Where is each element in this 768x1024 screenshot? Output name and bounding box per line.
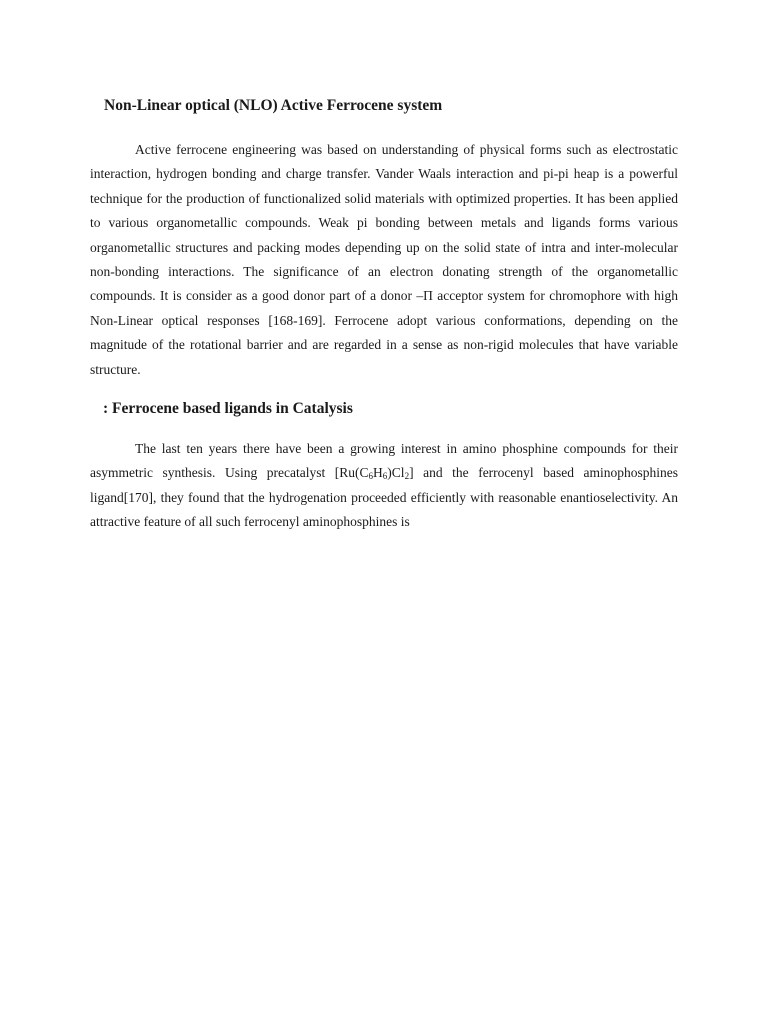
section-heading-catalysis: : Ferrocene based ligands in Catalysis	[103, 400, 353, 417]
formula-suffix: ]	[409, 465, 414, 481]
formula-chlorine: )Cl	[387, 465, 405, 481]
section-paragraph-catalysis	[90, 437, 678, 535]
section-heading-nlo: Non-Linear optical (NLO) Active Ferrocene system	[104, 97, 443, 114]
formula-hydrogen: H	[373, 465, 383, 481]
formula-prefix: [Ru(C	[334, 465, 369, 481]
precatalyst-formula	[335, 465, 414, 480]
paragraph-text-before-formula: The last ten years there have been a growing interest in amino phosphine compounds for their asymmetric synthesis. Using precatalyst	[90, 441, 678, 481]
paragraph-text-after-formula: and the ferrocenyl based aminophosphines ligand[170], they found that the hydrogenation proceeded efficiently with reasonable enantioselectivity. An attractive feature of all such ferrocenyl aminophosphines is	[90, 465, 678, 530]
formula-subscript-chlorine: 2	[404, 471, 410, 482]
formula-subscript-hydrogen: 6	[382, 471, 388, 482]
formula-subscript-carbon: 6	[368, 471, 374, 482]
section-paragraph-nlo: Active ferrocene engineering was based on understanding of physical forms such as electrostatic interaction, hydrogen bonding and charge transfer. Vander Waals interaction and pi-pi heap is a powerful technique for the production of functionalized solid materials with optimized properties. It has been applied to various organometallic compounds. Weak pi bonding between metals and ligands forms various organometallic structures and packing modes depending up on the solid state of intra and inter-molecular non-bonding interactions. The significance of an electron donating strength of the organometallic compounds. It is consider as a good donor part of a donor –Π acceptor system for chromophore with high Non-Linear optical responses [168-169]. Ferrocene adopt various conformations, depending on the magnitude of the rotational barrier and are regarded in a sense as non-rigid molecules that have variable structure.	[90, 142, 678, 377]
